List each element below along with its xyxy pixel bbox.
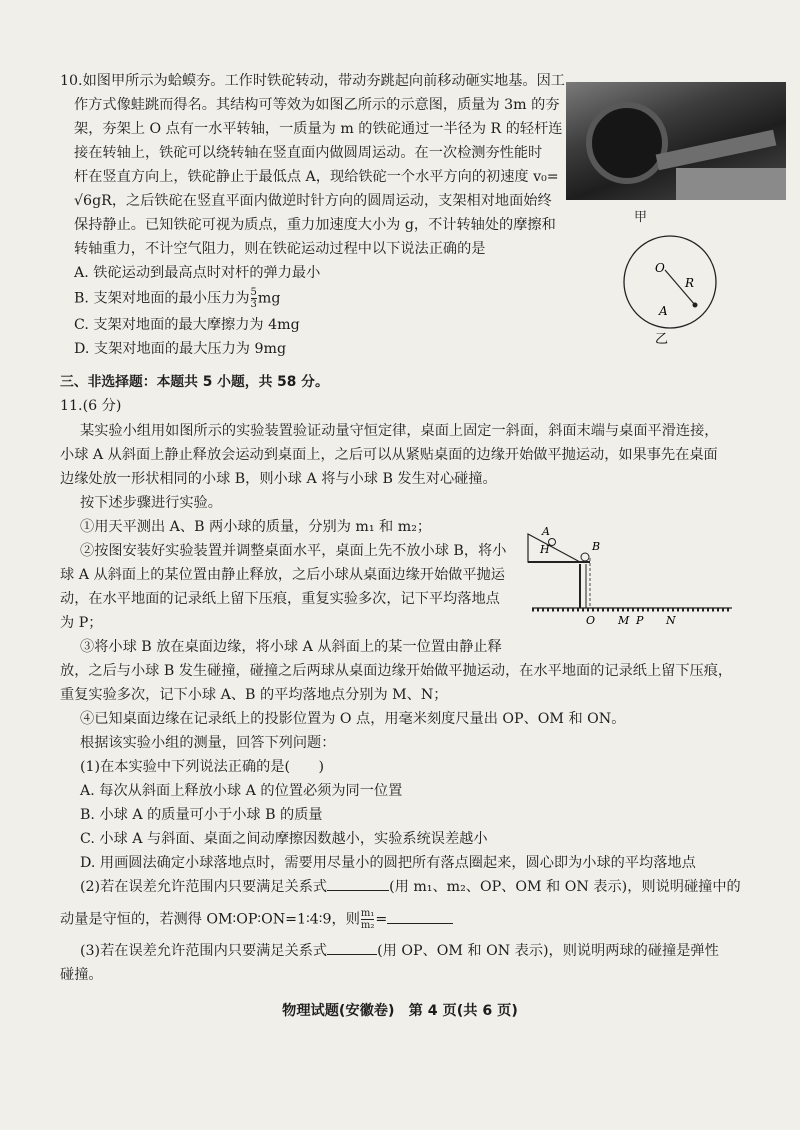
label-r: R bbox=[685, 276, 695, 290]
label-a: A bbox=[659, 304, 668, 318]
caption-yi: 乙 bbox=[655, 332, 669, 347]
q10-line-7: 保持静止。已知铁砣可视为质点，重力加速度大小为 g，不计转轴处的摩擦和 bbox=[74, 217, 556, 233]
q11-head: 11.(6 分) bbox=[60, 398, 122, 414]
page-footer: 物理试题(安徽卷) 第 4 页(共 6 页) bbox=[282, 1003, 518, 1019]
q11-option-c: C. 小球 A 与斜面、桌面之间动摩擦因数越小，实验系统误差越小 bbox=[80, 831, 488, 847]
q11-part-3: (3)若在误差允许范围内只要满足关系式 (用 OP、OM 和 ON 表示)，则说明两球的碰撞是弹性 bbox=[80, 943, 719, 959]
answer-blank-1 bbox=[327, 890, 389, 891]
q11-step-2d: 为 P； bbox=[60, 615, 103, 631]
fig-label-h: H bbox=[540, 543, 550, 556]
apparatus-diagram bbox=[522, 522, 742, 630]
ball-b bbox=[581, 553, 589, 561]
q10-line-1: 10.如图甲所示为蛤蟆夯。工作时铁砣转动，带动夯跳起向前移动砸实地基。因工 bbox=[60, 73, 565, 89]
q11-line-1: 某实验小组用如图所示的实验装置验证动量守恒定律，桌面上固定一斜面，斜面末端与桌面平滑连接， bbox=[80, 423, 719, 439]
q11-part-1: (1)在本实验中下列说法正确的是( ) bbox=[80, 759, 324, 775]
fraction-m1-m2: $\frac{\text{m₁}}{\text{m₂}}$ bbox=[360, 908, 375, 931]
fig-label-n: N bbox=[666, 614, 676, 627]
q11-step-2c: 动，在水平地面的记录纸上留下压痕，重复实验多次，记下平均落地点 bbox=[60, 591, 500, 607]
q11-line-2: 小球 A 从斜面上静止释放会运动到桌面上，之后可以从紧贴桌面的边缘开始做平抛运动，如果事先在桌面 bbox=[60, 447, 718, 463]
q11-step-4: ④已知桌面边缘在记录纸上的投影位置为 O 点，用毫米刻度尺量出 OP、OM 和 ON。 bbox=[80, 711, 626, 727]
caption-jia: 甲 bbox=[634, 210, 648, 225]
fig-label-p: P bbox=[636, 614, 644, 627]
circle-diagram bbox=[615, 225, 725, 350]
fig-label-o: O bbox=[586, 614, 596, 627]
q11-line-3: 边缘处放一形状相同的小球 B，则小球 A 将与小球 B 发生对心碰撞。 bbox=[60, 471, 497, 487]
q10-option-d: D. 支架对地面的最大压力为 9mg bbox=[74, 341, 287, 357]
incline bbox=[528, 534, 580, 562]
q10-line-3: 架，夯架上 O 点有一水平转轴，一质量为 m 的铁砣通过一半径为 R 的轻杆连 bbox=[74, 121, 563, 137]
q10-line-8: 转轴重力，不计空气阻力，则在铁砣运动过程中以下说法正确的是 bbox=[74, 241, 486, 257]
q11-line-4: 按下述步骤进行实验。 bbox=[80, 495, 222, 511]
q11-option-d: D. 用画圆法确定小球落地点时，需要用尽量小的圆把所有落点圈起来，圆心即为小球的平均落地点 bbox=[80, 855, 696, 871]
fig-label-b: B bbox=[592, 540, 601, 553]
frog-rammer-photo bbox=[566, 82, 786, 200]
q11-step-3a: ③将小球 B 放在桌面边缘，将小球 A 从斜面上的某一位置由静止释 bbox=[80, 639, 502, 655]
answer-blank-2 bbox=[387, 923, 453, 924]
fraction-5-3: $\frac{5}{3}$ bbox=[250, 287, 257, 310]
q11-step-2a: ②按图安装好实验装置并调整桌面水平，桌面上先不放小球 B，将小 bbox=[80, 543, 507, 559]
q11-step-2b: 球 A 从斜面上的某位置由静止释放，之后小球从桌面边缘开始做平抛运 bbox=[60, 567, 505, 583]
q11-step-3b: 放，之后与小球 B 发生碰撞，碰撞之后两球从桌面边缘开始做平抛运动，在水平地面的记录纸上留下压痕， bbox=[60, 663, 733, 679]
q11-option-a: A. 每次从斜面上释放小球 A 的位置必须为同一位置 bbox=[80, 783, 403, 799]
circular-path bbox=[624, 236, 716, 328]
section-3-title: 三、非选择题：本题共 5 小题，共 58 分。 bbox=[60, 374, 329, 390]
q11-option-b: B. 小球 A 的质量可小于小球 B 的质量 bbox=[80, 807, 323, 823]
q11-part-2: (2)若在误差允许范围内只要满足关系式 (用 m₁、m₂、OP、OM 和 ON 表示)，则说明碰撞中的 bbox=[80, 879, 741, 895]
q11-part-3-cont: 碰撞。 bbox=[60, 967, 103, 983]
point-a-dot bbox=[693, 303, 698, 308]
q10-line-5: 杆在竖直方向上，铁砣静止于最低点 A，现给铁砣一个水平方向的初速度 v₀= bbox=[74, 169, 559, 185]
q10-line-4: 接在转轴上，铁砣可以绕转轴在竖直面内做圆周运动。在一次检测夯性能时 bbox=[74, 145, 543, 161]
q11-step-5: 根据该实验小组的测量，回答下列问题： bbox=[80, 735, 336, 751]
q11-part-2-cont: 动量是守恒的，若测得 OM∶OP∶ON=1∶4∶9，则 $\frac{\text{m₁}}{\text{m₂}}$ = bbox=[60, 908, 752, 932]
label-o: O bbox=[655, 261, 665, 275]
q10-option-c: C. 支架对地面的最大摩擦力为 4mg bbox=[74, 317, 300, 333]
q11-step-1: ①用天平测出 A、B 两小球的质量，分别为 m₁ 和 m₂； bbox=[80, 519, 432, 535]
fig-label-m: M bbox=[618, 614, 630, 627]
q10-line-2: 作方式像蛙跳而得名。其结构可等效为如图乙所示的示意图，质量为 3m 的夯 bbox=[74, 97, 560, 113]
answer-blank-3 bbox=[327, 954, 377, 955]
q10-option-a: A. 铁砣运动到最高点时对杆的弹力最小 bbox=[74, 265, 321, 281]
q10-line-6: √6gR，之后铁砣在竖直平面内做逆时针方向的圆周运动，支架相对地面始终 bbox=[74, 193, 552, 209]
fig-label-a: A bbox=[542, 525, 550, 538]
q11-step-3c: 重复实验多次，记下小球 A、B 的平均落地点分别为 M、N； bbox=[60, 687, 448, 703]
q10-option-b: B. 支架对地面的最小压力为 $\frac{5}{3}$ mg bbox=[74, 287, 281, 310]
